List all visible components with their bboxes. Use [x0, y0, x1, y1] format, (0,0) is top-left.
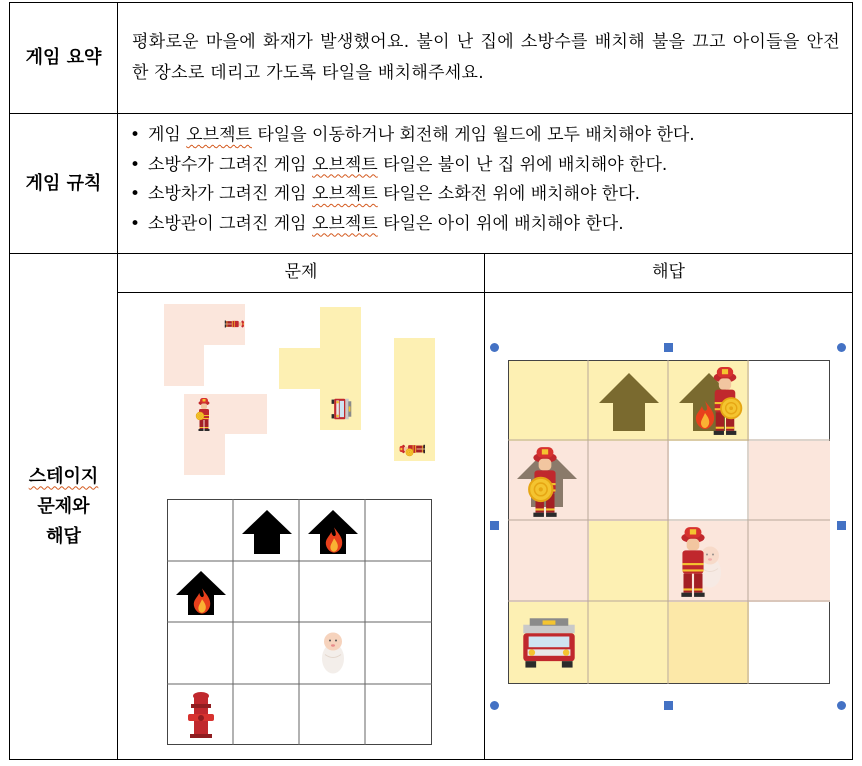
object-tile[interactable] [279, 348, 361, 389]
firefighter-icon [705, 365, 745, 437]
burning-house-icon [306, 508, 360, 556]
label-column-divider [117, 2, 118, 760]
fire-hydrant-icon [186, 690, 216, 740]
selection-handle[interactable] [837, 521, 846, 530]
selection-handle[interactable] [490, 701, 499, 710]
firefighter-icon [675, 525, 711, 599]
burning-house-icon [174, 569, 228, 617]
rules-list [122, 121, 847, 239]
selection-handle[interactable] [490, 521, 499, 530]
house-arrow-icon [240, 508, 294, 556]
selection-handle[interactable] [664, 701, 673, 710]
baby-icon [318, 628, 348, 678]
solution-column-header: 해답 [652, 262, 685, 282]
selection-handle[interactable] [837, 701, 846, 710]
firefighter-icon [222, 304, 244, 344]
solution-game-grid [508, 360, 830, 684]
firefighter-icon [190, 397, 218, 433]
subheader-divider [117, 292, 853, 293]
rule-item: • 소방차가 그려진 게임 오브젝트 타일은 소화전 위에 배치해야 한다. [122, 180, 847, 210]
selection-handle[interactable] [664, 343, 673, 352]
summary-label: 게임 요약 [25, 47, 102, 68]
rule-item: • 소방관이 그려진 게임 오브젝트 타일은 아이 위에 배치해야 한다. [122, 210, 847, 240]
fire-truck-icon [519, 613, 579, 675]
stage-label-line-1: 스테이지 [28, 465, 99, 487]
stage-label [10, 254, 117, 759]
problem-game-grid [167, 499, 432, 745]
summary-text: 평화로운 마을에 화재가 발생했어요. 불이 난 집에 소방수를 배치해 불을 끄고 아이들을 안전한 장소로 데리고 가도록 타일을 배치해주세요. [132, 32, 840, 83]
selection-handle[interactable] [490, 343, 499, 352]
stage-label-line-2: 문제와 [37, 495, 90, 517]
firefighter-icon [396, 438, 434, 460]
table-border-top [9, 2, 853, 3]
object-tile[interactable] [320, 307, 361, 348]
rule-item: • 게임 오브젝트 타일을 이동하거나 회전해 게임 월드에 모두 배치해야 한다. [122, 121, 847, 151]
rules-label: 게임 규칙 [25, 172, 102, 194]
problem-column-header: 문제 [284, 262, 318, 282]
object-tile[interactable] [164, 345, 204, 386]
firefighter-icon [525, 445, 565, 519]
problem-solution-divider [484, 253, 485, 760]
stage-label-line-3: 해답 [46, 525, 81, 547]
row-divider-1 [9, 113, 853, 114]
table-border-bottom [9, 759, 853, 760]
table-border-right [852, 2, 853, 760]
selection-handle[interactable] [837, 343, 846, 352]
house-arrow-icon [597, 371, 661, 433]
rule-item: • 소방수가 그려진 게임 오브젝트 타일은 불이 난 집 위에 배치해야 한다. [122, 151, 847, 181]
object-tile[interactable] [184, 434, 225, 475]
fire-truck-icon [326, 393, 356, 425]
